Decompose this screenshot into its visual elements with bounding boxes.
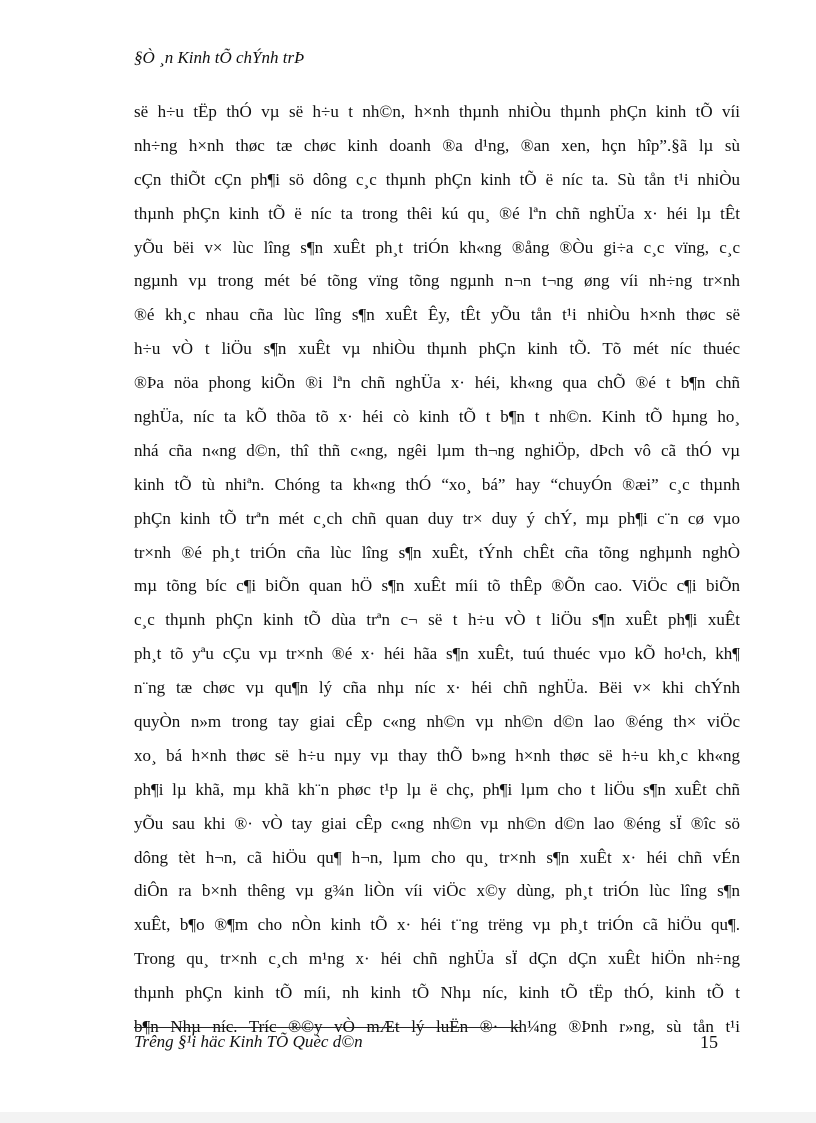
text-line: së h÷u tËp thÓ vµ së h÷u t nh©n, h×nh thµnh nhiÒu thµnh phÇn kinh tÕ víi <box>134 102 740 121</box>
text-line: b¶n Nhµ níc. Tríc ®©y vÒ mÆt lý luËn ®· kh¼ng ®Þnh r»ng, sù tån t¹i <box>134 1017 740 1037</box>
text-line: yÕu bëi v× lùc lîng s¶n xuÊt ph¸t triÓn kh«ng ®ång ®Òu gi÷a c¸c vïng, c¸c <box>134 237 740 257</box>
text-line: h÷u vÒ t liÖu s¶n xuÊt vµ nhiÒu thµnh phÇn kinh tÕ. Tõ mét níc thuéc <box>134 339 740 359</box>
text-line: n¨ng tæ chøc vµ qu¶n lý cña nhµ níc x· héi chñ nghÜa. Bëi v× khi chÝnh <box>134 678 740 698</box>
text-line: ®é kh¸c nhau cña lùc lîng s¶n xuÊt Êy, tÊt yÕu tån t¹i nhiÒu h×nh thøc së <box>134 305 740 325</box>
page-number: 15 <box>700 1032 718 1052</box>
text-line: nhá cña n«ng d©n, thî thñ c«ng, ngêi lµm th¬ng nghiÖp, dÞch vô cã thÓ vµ <box>134 440 740 460</box>
text-line: xo¸ bá h×nh thøc së h÷u nµy vµ thay thÕ b»ng h×nh thøc së h÷u kh¸c kh«ng <box>134 745 740 765</box>
text-line: ph¸t tõ yªu cÇu vµ tr×nh ®é x· héi hãa s¶n xuÊt, tuú thuéc vµo kÕ ho¹ch, kh¶ <box>134 644 740 664</box>
text-line: dông tèt h¬n, cã hiÖu qu¶ h¬n, lµm cho qu¸ tr×nh s¶n xuÊt x· héi chñ vÉn <box>134 847 740 867</box>
text-line: ®Þa nöa phong kiÕn ®i lªn chñ nghÜa x· héi, kh«ng qua chÕ ®é t b¶n chñ <box>134 373 740 393</box>
text-line: cÇn thiÕt cÇn ph¶i sö dông c¸c thµnh phÇn kinh tÕ ë níc ta. Sù tån t¹i nhiÒu <box>134 169 740 189</box>
text-line: kinh tÕ tù nhiªn. Chóng ta kh«ng thÓ “xo¸ bá” hay “chuyÓn ®æi” c¸c thµnh <box>134 474 740 494</box>
text-line: thµnh phÇn kinh tÕ míi, nh kinh tÕ Nhµ níc, kinh tÕ tËp thÓ, kinh tÕ t <box>134 983 740 1003</box>
text-line: thµnh phÇn kinh tÕ ë níc ta trong thêi kú qu¸ ®é lªn chñ nghÜa x· héi lµ tÊt <box>134 203 740 223</box>
text-line: nghÜa, níc ta kÕ thõa tõ x· héi cò kinh tÕ t b¶n t nh©n. Kinh tÕ hµng ho¸ <box>134 407 740 427</box>
running-header: §Ò ¸n Kinh tÕ chÝnh trÞ <box>134 48 305 67</box>
text-line: diÔn ra b×nh thêng vµ g¾n liÒn víi viÖc x©y dùng, ph¸t triÓn lùc lîng s¶n <box>134 881 740 901</box>
page-bottom-edge <box>0 1112 816 1123</box>
text-line: ngµnh vµ trong mét bé tõng vïng tõng ngµnh n¬n t¬ng øng víi nh÷ng tr×nh <box>134 271 740 291</box>
text-line: tr×nh ®é ph¸t triÓn cña lùc lîng s¶n xuÊt, tÝnh chÊt cña tõng nghµnh nghÒ <box>134 542 740 562</box>
text-line: quyÒn n»m trong tay giai cÊp c«ng nh©n vµ nh©n d©n lao ®éng th× viÖc <box>134 712 740 732</box>
footer-university: Trêng §¹i häc Kinh TÕ Quèc d©n <box>134 1032 363 1051</box>
text-line: phÇn kinh tÕ trªn mét c¸ch chñ quan duy tr× duy ý chÝ, mµ ph¶i c¨n cø vµo <box>134 508 740 528</box>
text-line: ph¶i lµ khã, mµ khã kh¨n phøc t¹p lµ ë chç, ph¶i lµm cho t liÖu s¶n xuÊt chñ <box>134 779 740 799</box>
footer-divider <box>134 1027 520 1028</box>
text-line: c¸c thµnh phÇn kinh tÕ dùa trªn c¬ së t h÷u vÒ t liÖu s¶n xuÊt ph¶i xuÊt <box>134 610 740 630</box>
text-line: yÕu sau khi ®· vÒ tay giai cÊp c«ng nh©n vµ nh©n d©n lao ®éng sÏ ®îc sö <box>134 813 740 833</box>
text-line: xuÊt, b¶o ®¶m cho nÒn kinh tÕ x· héi t¨ng trëng vµ ph¸t triÓn cã hiÖu qu¶. <box>134 915 740 935</box>
text-line: mµ tõng bíc c¶i biÕn quan hÖ s¶n xuÊt míi tõ thÊp ®Õn cao. ViÖc c¶i biÕn <box>134 576 740 596</box>
text-line: nh÷ng h×nh thøc tæ chøc kinh doanh ®a d¹ng, ®an xen, hçn hîp”.§ã lµ sù <box>134 135 740 155</box>
text-line: Trong qu¸ tr×nh c¸ch m¹ng x· héi chñ nghÜa sÏ dÇn dÇn xuÊt hiÖn nh÷ng <box>134 949 740 969</box>
body-paragraph <box>134 95 740 1044</box>
